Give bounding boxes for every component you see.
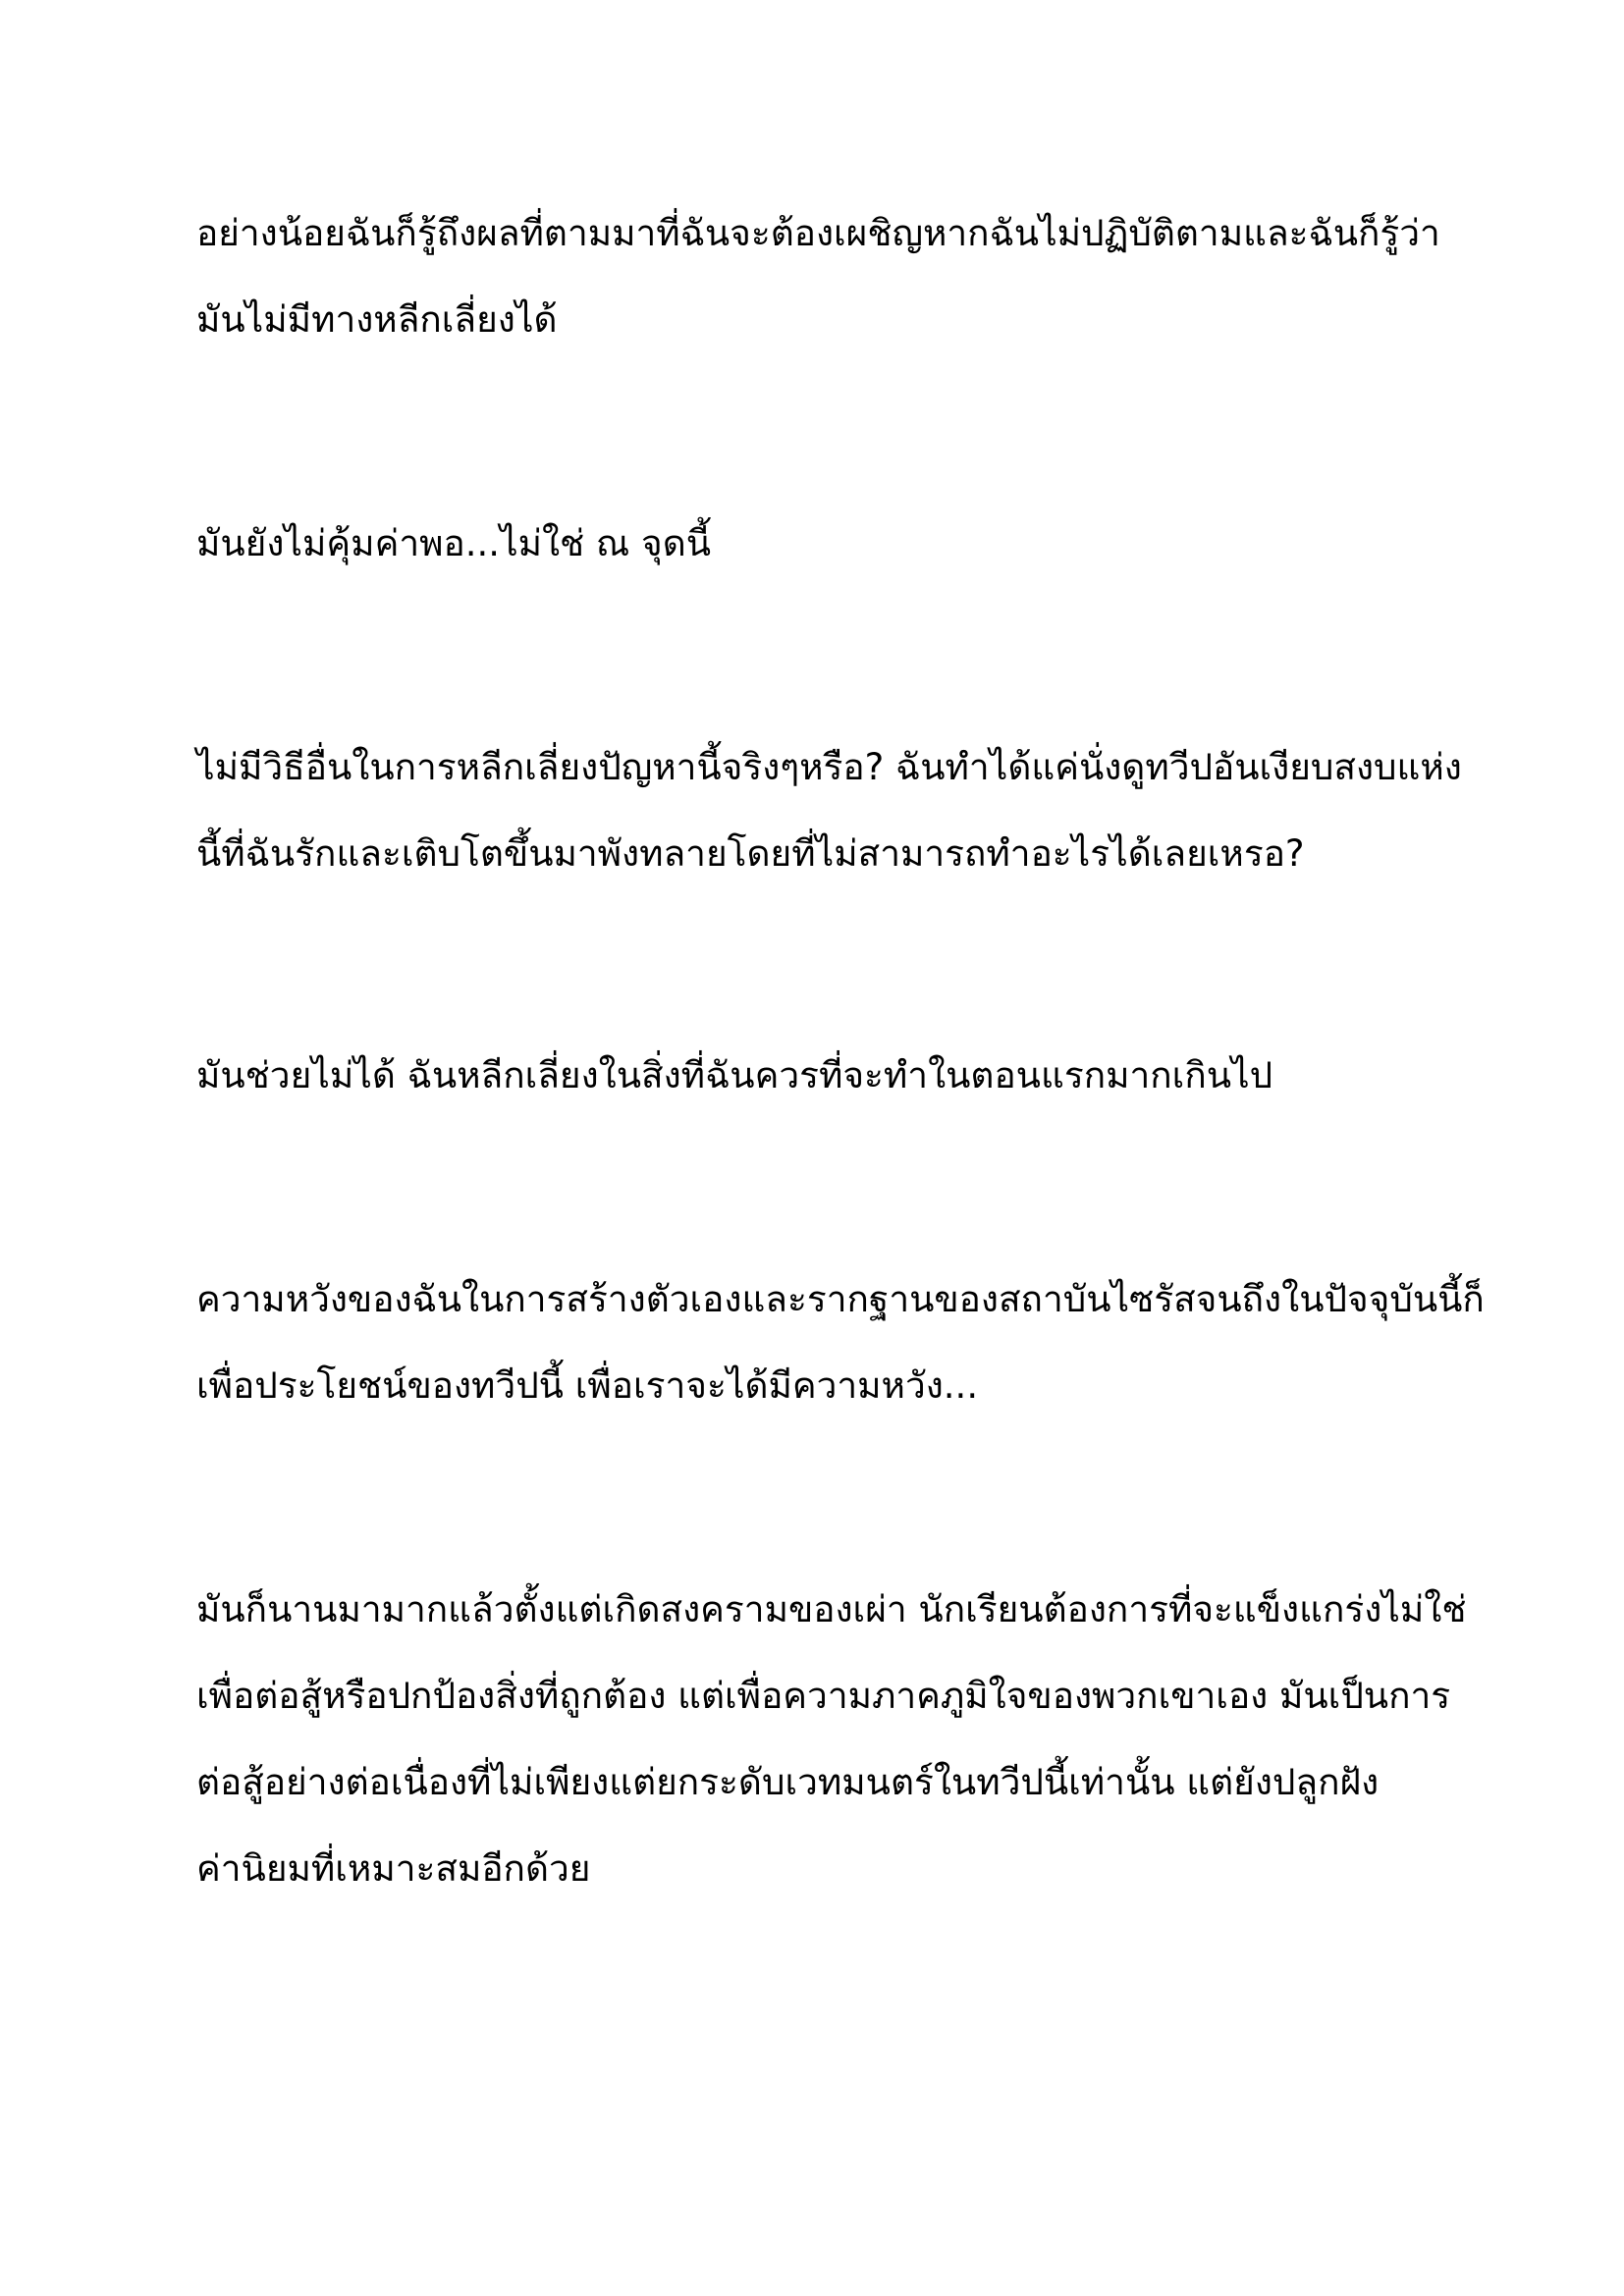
paragraph-line: อย่างน้อยฉันก็รู้ถึงผลที่ตามมาที่ฉันจะต้องเผชิญหากฉันไม่ปฏิบัติตามและฉันก็รู้ว่า	[196, 212, 1440, 254]
paragraph-line: ไม่มีวิธีอื่นในการหลีกเลี่ยงปัญหานี้จริงๆหรือ? ฉันทำได้แค่นั่งดูทวีปอันเงียบสงบแห่ง	[196, 746, 1462, 788]
paragraph-4	[196, 1033, 1463, 1119]
paragraph-3	[196, 724, 1463, 897]
paragraph-6	[196, 1567, 1467, 1912]
paragraph-2	[196, 501, 1463, 587]
paragraph-line: นี้ที่ฉันรักและเติบโตขึ้นมาพังทลายโดยที่ไม่สามารถทำอะไรได้เลยเหรอ?	[196, 832, 1305, 875]
paragraph-line: ค่านิยมที่เหมาะสมอีกด้วย	[196, 1847, 591, 1890]
paragraph-line: มันก็นานมามากแล้วตั้งแต่เกิดสงครามของเผ่า นักเรียนต้องการที่จะแข็งแกร่งไม่ใช่	[196, 1588, 1467, 1630]
paragraph-line: เพื่อประโยชน์ของทวีปนี้ เพื่อเราจะได้มีความหวัง...	[196, 1364, 979, 1407]
paragraph-line: มันไม่มีทางหลีกเลี่ยงได้	[196, 298, 558, 341]
paragraph-line: ต่อสู้อย่างต่อเนื่องที่ไม่เพียงแต่ยกระดับเวทมนตร์ในทวีปนี้เท่านั้น แต่ยังปลูกฝัง	[196, 1761, 1380, 1803]
paragraph-line: ความหวังของฉันในการสร้างตัวเองและรากฐานของสถาบันไซรัสจนถึงในปัจจุบันนี้ก็	[196, 1278, 1485, 1320]
paragraph-line: มันช่วยไม่ได้ ฉันหลีกเลี่ยงในสิ่งที่ฉันควรที่จะทำในตอนแรกมากเกินไป	[196, 1054, 1273, 1096]
paragraph-line: เพื่อต่อสู้หรือปกป้องสิ่งที่ถูกต้อง แต่เพื่อความภาคภูมิใจของพวกเขาเอง มันเป็นการ	[196, 1675, 1451, 1717]
paragraph-5	[196, 1256, 1485, 1429]
paragraph-line: มันยังไม่คุ้มค่าพอ...ไม่ใช่ ณ จุดนี้	[196, 522, 712, 564]
paragraph-1	[196, 190, 1463, 363]
